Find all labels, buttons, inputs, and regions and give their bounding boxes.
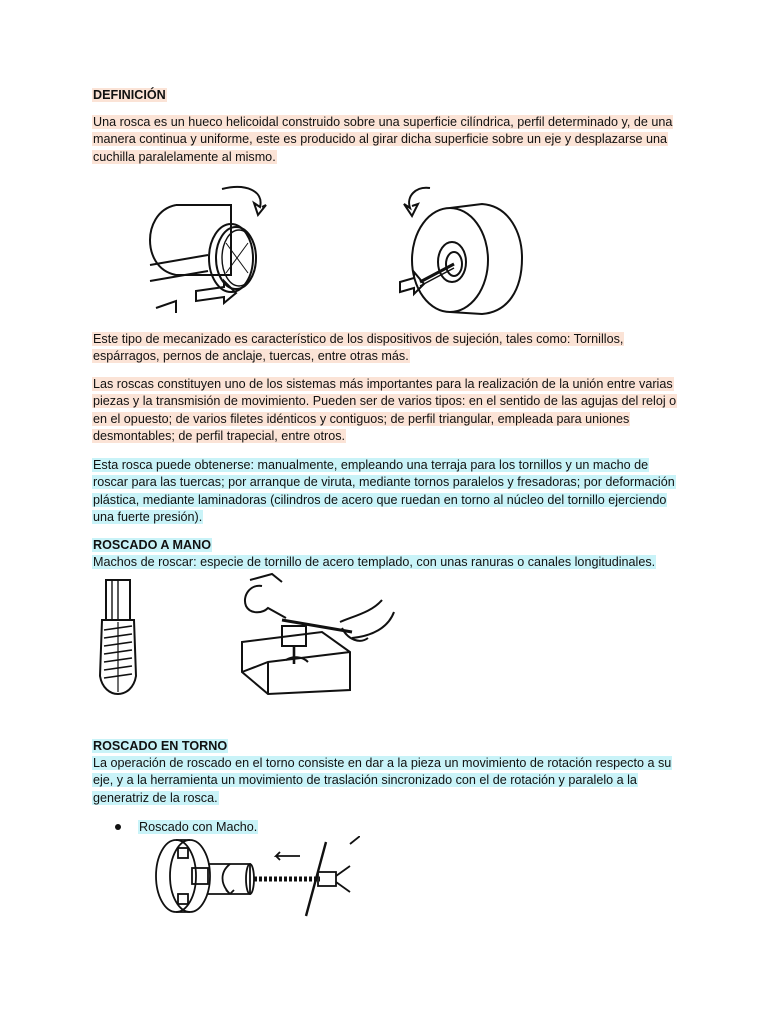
heading-definicion-text: DEFINICIÓN <box>93 88 166 102</box>
figure-tap <box>96 576 146 698</box>
figure-lathe-tap <box>150 836 360 918</box>
mecanizado-text: Este tipo de mecanizado es característico de los dispositivos de sujeción, tales como: Tornillos, espárragos, pernos de anclaje, tuercas, entre otras más. <box>93 332 624 364</box>
obtencion-text: Esta rosca puede obtenerse: manualmente, empleando una terraja para los tornillos y un macho de roscar para las tuercas; por arranque de viruta, mediante tornos paralelos y fresadoras; por deformación plástica, mediante laminadoras (cilindros de acero que ruedan en torno al núcleo del tornillo ejerciendo una fuerte presión). <box>93 458 675 525</box>
heading-mano-text: ROSCADO A MANO <box>93 538 212 552</box>
roscas-text: Las roscas constituyen uno de los sistemas más importantes para la realización de la unión entre varias piezas y la transmisión de movimiento. Pueden ser de varios tipos: en el sentido de las agujas del reloj o en el opuesto; de varios filetes idénticos y contiguos; de perfil triangular, empleada para uniones desmontables; de perfil trapecial, entre otros. <box>93 377 677 444</box>
heading-roscado-mano <box>92 537 682 554</box>
bullet-dot <box>115 824 121 830</box>
paragraph-torno <box>92 755 682 807</box>
figure-hand-tapping <box>222 572 402 700</box>
heading-roscado-torno <box>92 738 682 755</box>
paragraph-mecanizado <box>92 331 682 366</box>
figure-cylinder-threading <box>136 183 286 323</box>
paragraph-obtencion <box>92 457 682 527</box>
paragraph-definicion <box>92 114 682 166</box>
figure-wheel-tapping <box>390 182 530 322</box>
torno-text: La operación de roscado en el torno consiste en dar a la pieza un movimiento de rotación respecto a su eje, y a la herramienta un movimiento de traslación sincronizado con el de rotación y paralelo a la generatriz de la rosca. <box>93 756 672 805</box>
heading-definicion <box>92 87 682 104</box>
paragraph-roscas <box>92 376 682 446</box>
paragraph-mano <box>92 554 682 571</box>
heading-torno-text: ROSCADO EN TORNO <box>93 739 228 753</box>
bullet-macho-text: Roscado con Macho. <box>139 820 258 834</box>
mano-text: Machos de roscar: especie de tornillo de acero templado, con unas ranuras o canales longitudinales. <box>93 555 656 569</box>
definicion-text: Una rosca es un hueco helicoidal construido sobre una superficie cilíndrica, perfil determinado y, de una manera continua y uniforme, este es producido al girar dicha superficie sobre un eje y desplazarse una cuchilla paralelamente al mismo. <box>93 115 673 164</box>
bullet-item-macho <box>138 819 438 836</box>
